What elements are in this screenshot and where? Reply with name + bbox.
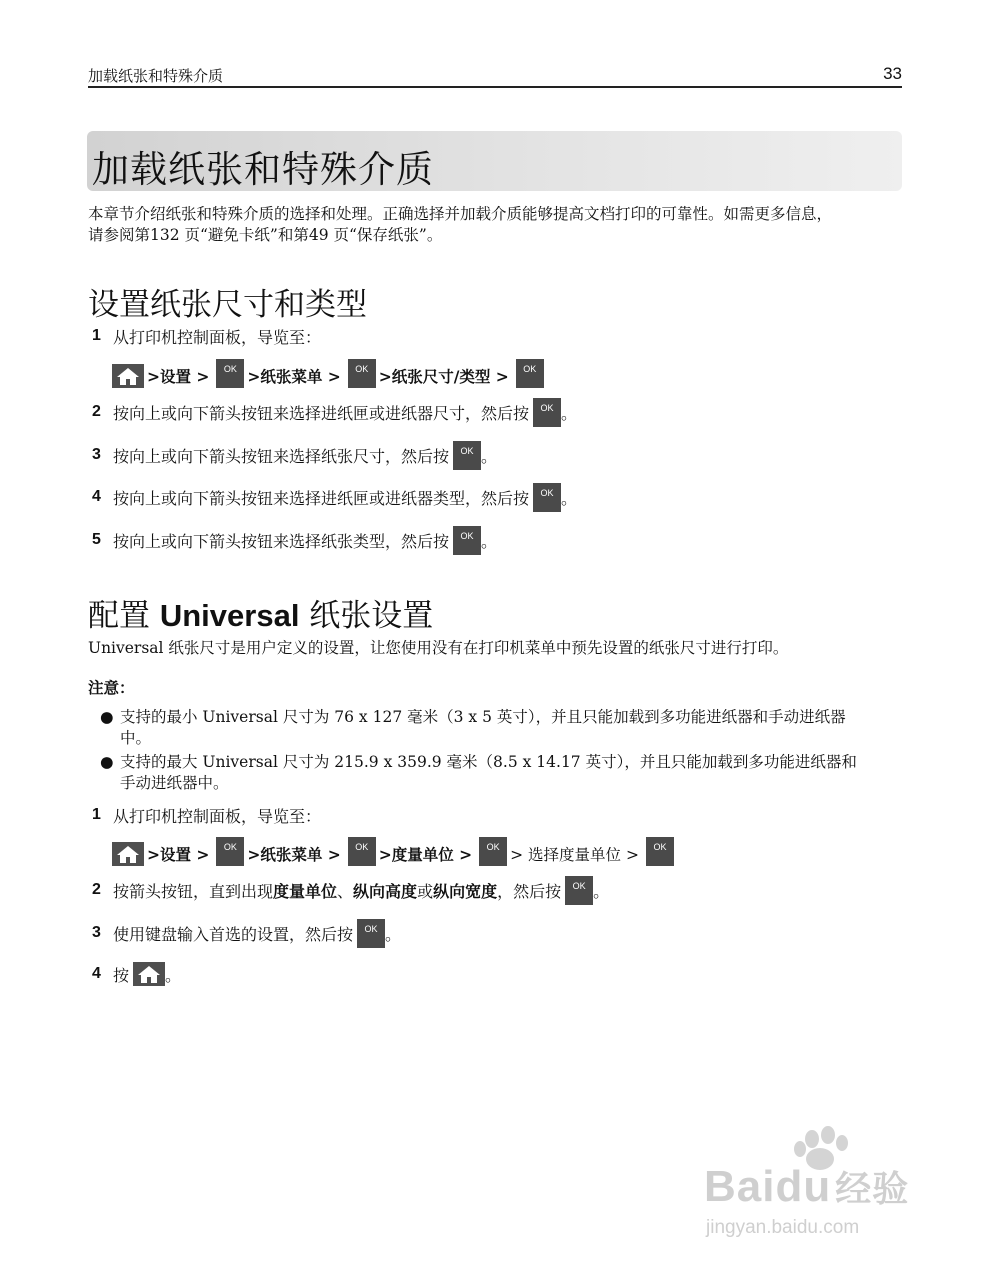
step-number: 2 [92, 881, 101, 898]
note-bullet-min-size [100, 707, 902, 749]
heading-prefix: 配置 [88, 598, 150, 634]
bullet-line-2: 手动进纸器中。 [120, 774, 229, 792]
ok-button[interactable]: OK [565, 876, 593, 905]
step-text: 按 [113, 965, 130, 985]
ok-button[interactable]: OK [348, 359, 376, 388]
intro-line-2: 请参阅第132 页“避免卡纸”和第49 页“保存纸张”。 [88, 226, 443, 244]
step-3-enter-setting [92, 919, 401, 947]
step-number: 4 [92, 488, 101, 505]
step-1-navigate [92, 801, 321, 829]
ok-button[interactable]: OK [533, 483, 561, 512]
step-text: 按向上或向下箭头按钮来选择进纸匣或进纸器尺寸，然后按 [113, 403, 530, 423]
menu-select-units-label: > 选择度量单位 > [510, 846, 639, 864]
heading-universal: Universal [159, 598, 300, 633]
option-portrait-height: 纵向高度 [353, 881, 418, 901]
bullet-line-1: 支持的最小 Universal 尺寸为 76 x 127 毫米（3 x 5 英寸），并且只能加载到多功能进纸器和手动进纸器 [120, 708, 846, 726]
ok-button[interactable]: OK [348, 837, 376, 866]
step-4-select-tray-type [92, 483, 577, 511]
watermark-brand [704, 1161, 909, 1212]
intro-line-1: 本章节介绍纸张和特殊介质的选择和处理。正确选择并加载介质能够提高文档打印的可靠性。如需更多信息， [88, 205, 833, 223]
navigation-path-2 [112, 834, 674, 866]
step-number: 2 [92, 403, 101, 420]
ok-button[interactable]: OK [357, 919, 385, 948]
bullet-line-1: 支持的最大 Universal 尺寸为 215.9 x 359.9 毫米（8.5 x 14.17 英寸），并且只能加载到多功能进纸器和 [120, 753, 857, 771]
option-portrait-width: 纵向宽度 [433, 881, 498, 901]
ok-button[interactable]: OK [216, 837, 244, 866]
step-text: ，然后按 [497, 881, 562, 901]
bullet-dot: ● [100, 753, 114, 771]
navigation-path-1 [112, 356, 544, 388]
ok-button[interactable]: OK [533, 398, 561, 427]
menu-settings-label: >设置 > [147, 367, 210, 386]
period: 。 [561, 403, 578, 423]
note-label: 注意： [88, 678, 135, 697]
section-heading-universal-paper [88, 590, 433, 635]
step-text: 按向上或向下箭头按钮来选择进纸匣或进纸器类型，然后按 [113, 488, 530, 508]
intro-paragraph [88, 204, 902, 246]
chapter-title: 加载纸张和特殊介质 [92, 148, 434, 191]
step-5-select-paper-type [92, 526, 497, 554]
heading-suffix: 纸张设置 [309, 598, 434, 634]
ok-button[interactable]: OK [479, 837, 507, 866]
ok-button[interactable]: OK [453, 441, 481, 470]
step-number: 3 [92, 446, 101, 463]
step-number: 1 [92, 327, 101, 344]
step-text: 按箭头按钮，直到出现 [113, 881, 274, 901]
step-number: 4 [92, 965, 101, 982]
separator: 、 [337, 881, 354, 901]
running-header [88, 64, 902, 88]
step-text: 使用键盘输入首选的设置，然后按 [113, 924, 354, 944]
step-1-navigate [92, 322, 321, 350]
menu-units-label: >度量单位 > [378, 845, 473, 864]
step-4-press-home [92, 960, 181, 988]
page-number: 33 [883, 64, 902, 83]
ok-button[interactable]: OK [516, 359, 544, 388]
home-icon[interactable] [112, 842, 144, 866]
ok-button[interactable]: OK [216, 359, 244, 388]
bullet-line-2: 中。 [120, 729, 152, 747]
step-number: 3 [92, 924, 101, 941]
ok-button[interactable]: OK [453, 526, 481, 555]
section-heading-paper-size-type: 设置纸张尺寸和类型 [88, 287, 367, 323]
baidu-jingyan-watermark [700, 1125, 940, 1245]
watermark-brand-text: Baidu [704, 1162, 832, 1211]
period: 。 [561, 488, 578, 508]
bullet-dot: ● [100, 708, 114, 726]
option-units: 度量单位 [273, 881, 338, 901]
menu-settings-label: >设置 > [147, 845, 210, 864]
watermark-cn-text: 经验 [835, 1168, 910, 1209]
running-header-title: 加载纸张和特殊介质 [88, 67, 224, 85]
note-bullet-max-size [100, 752, 902, 794]
separator: 或 [417, 881, 434, 901]
period: 。 [165, 965, 182, 985]
ok-button[interactable]: OK [646, 837, 674, 866]
step-2-select-tray-size [92, 398, 577, 426]
menu-paper-menu-label: >纸张菜单 > [247, 845, 341, 864]
period: 。 [481, 446, 498, 466]
step-text: 从打印机控制面板，导览至： [113, 327, 322, 347]
home-icon[interactable] [133, 962, 165, 986]
home-icon[interactable] [112, 364, 144, 388]
step-text: 从打印机控制面板，导览至： [113, 806, 322, 826]
step-2-arrow-select [92, 876, 609, 904]
period: 。 [385, 924, 402, 944]
step-3-select-paper-size [92, 441, 497, 469]
menu-paper-size-type-label: >纸张尺寸/类型 > [378, 367, 509, 386]
chapter-title-banner [87, 131, 902, 191]
period: 。 [481, 531, 498, 551]
watermark-url: jingyan.baidu.com [706, 1217, 860, 1238]
step-number: 5 [92, 531, 101, 548]
period: 。 [593, 881, 610, 901]
step-text: 按向上或向下箭头按钮来选择纸张类型，然后按 [113, 531, 450, 551]
step-number: 1 [92, 806, 101, 823]
menu-paper-menu-label: >纸张菜单 > [247, 367, 341, 386]
step-text: 按向上或向下箭头按钮来选择纸张尺寸，然后按 [113, 446, 450, 466]
universal-description: Universal 纸张尺寸是用户定义的设置，让您使用没有在打印机菜单中预先设置的纸张尺寸进行打印。 [88, 639, 789, 657]
